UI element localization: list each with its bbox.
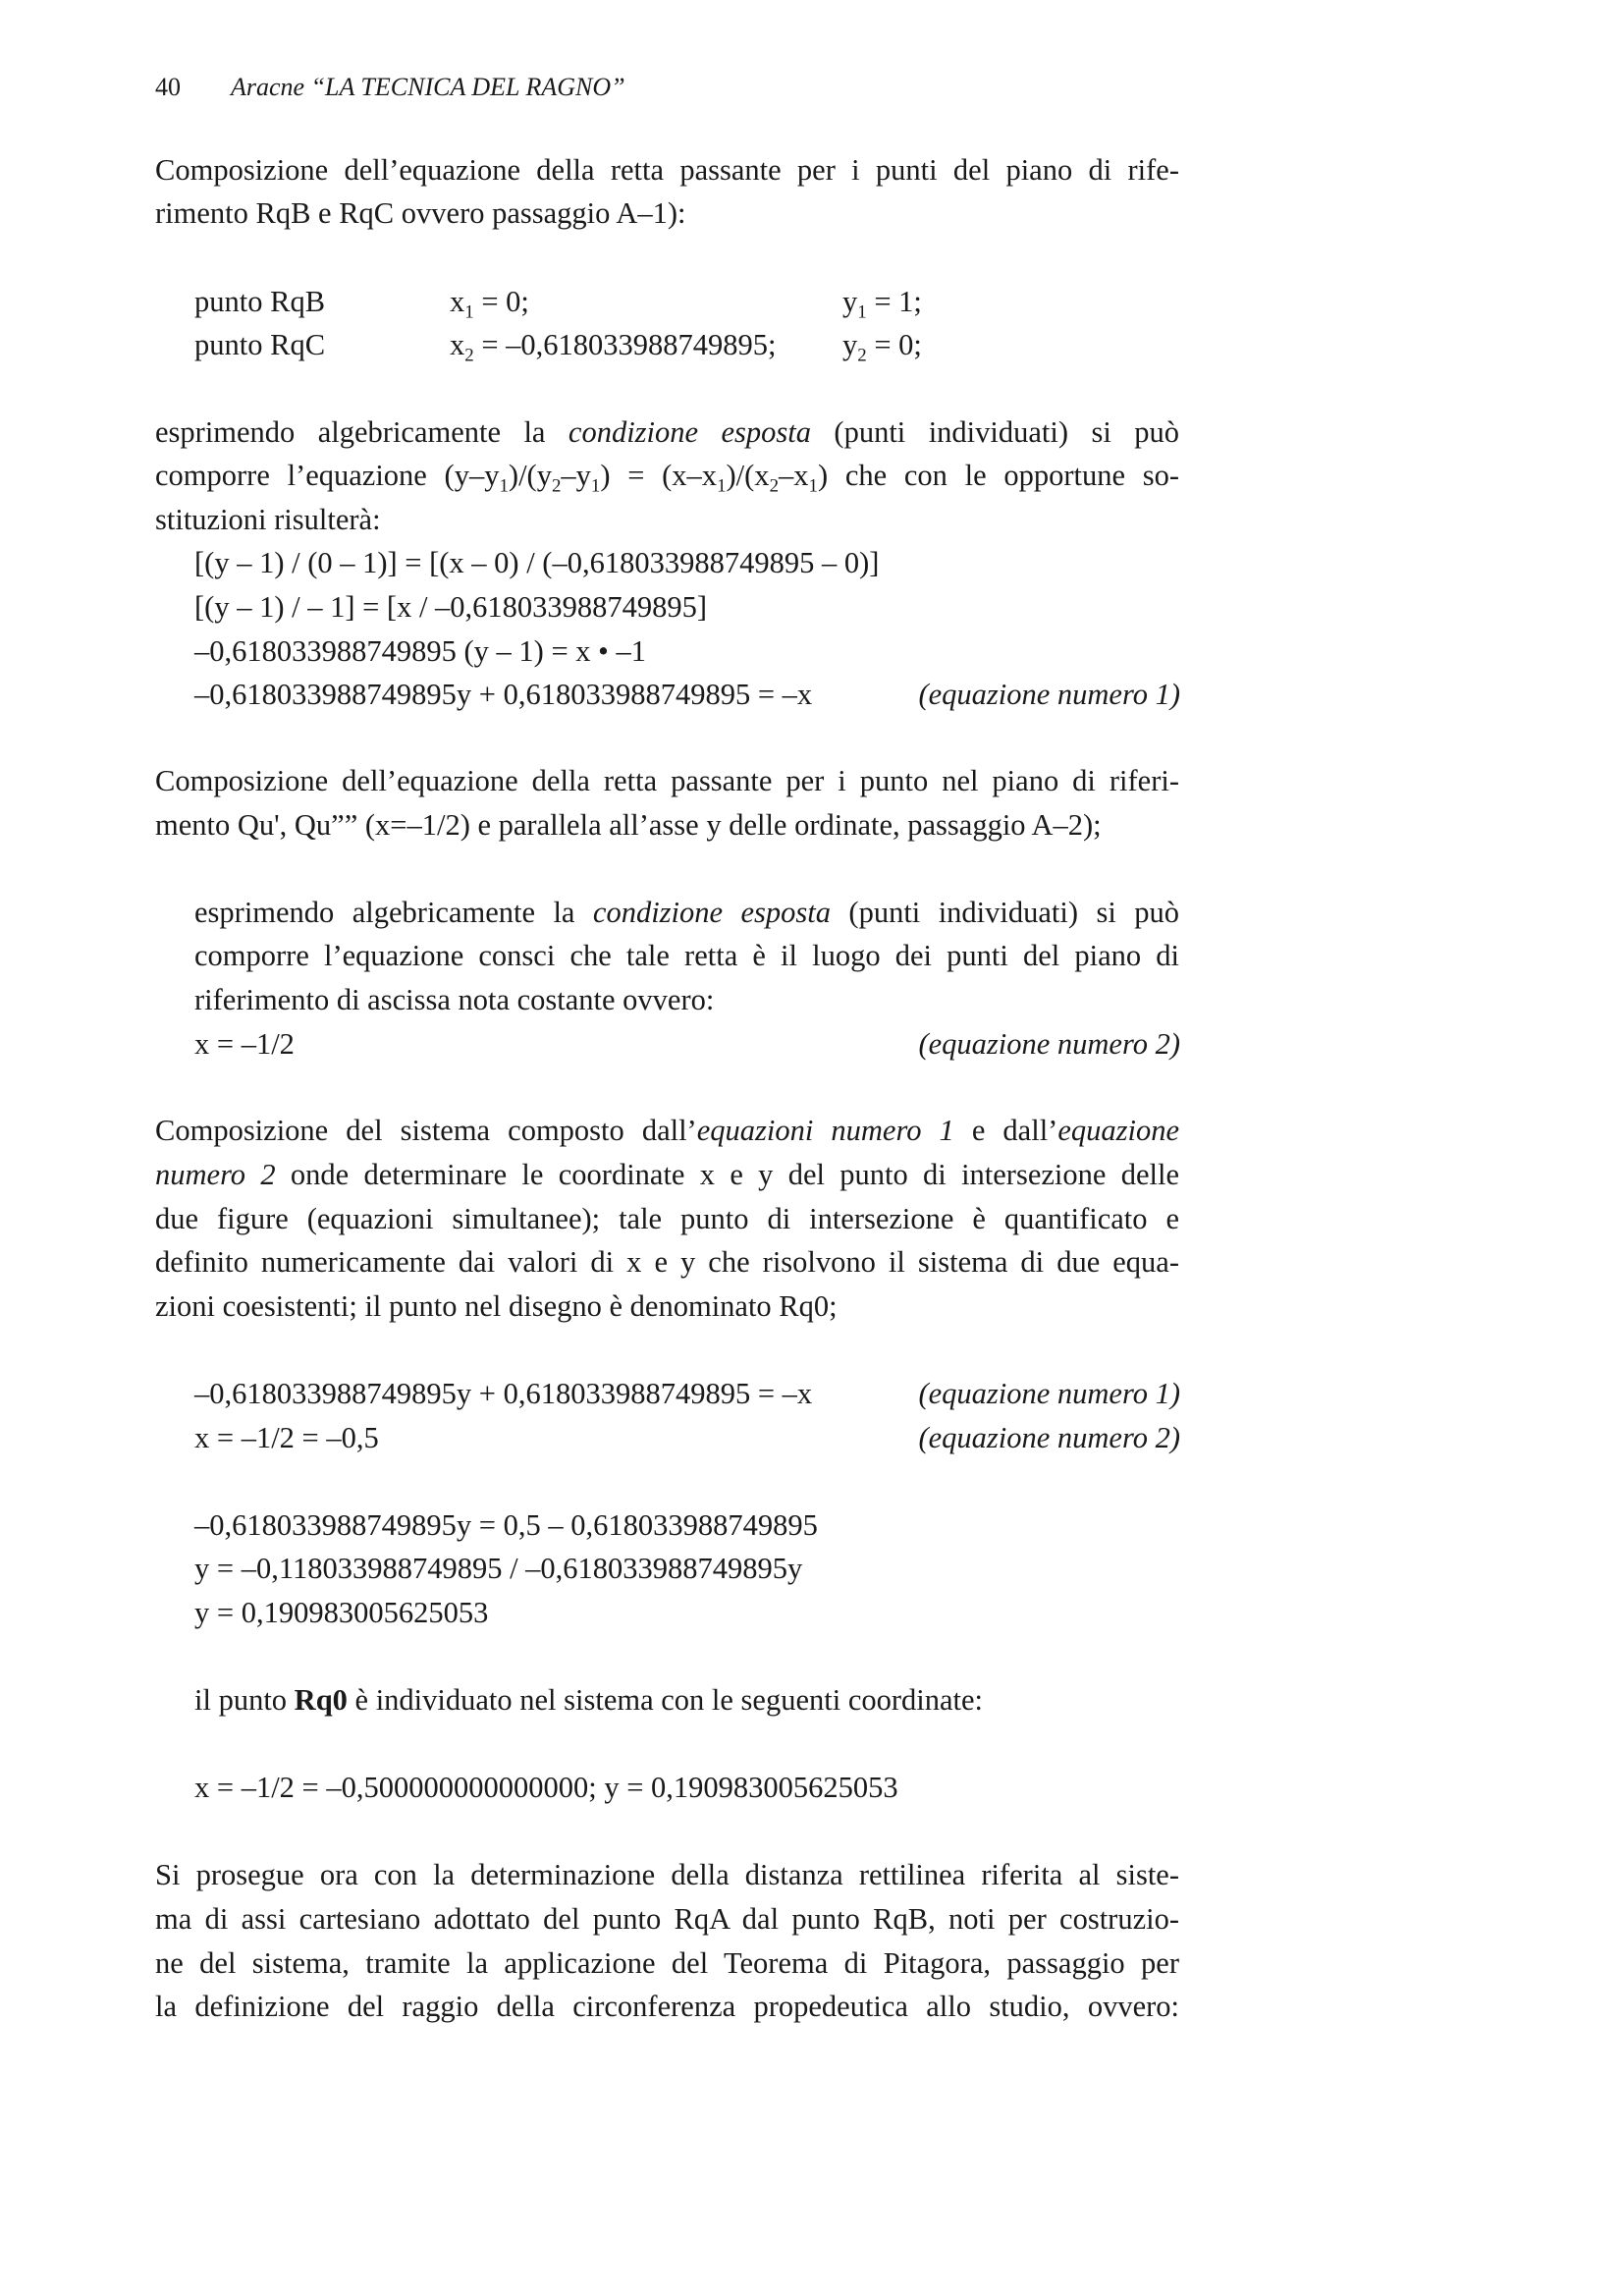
system-eq-1: –0,618033988749895y + 0,618033988749895 = –x xyxy=(194,1377,813,1410)
solution-step-2: y = –0,118033988749895 / –0,618033988749895y xyxy=(194,1552,803,1585)
paragraph-5-line-5: zioni coesistenti; il punto nel disegno è denominato Rq0; xyxy=(155,1289,838,1323)
paragraph-5-line-4: definito numericamente dai valori di x e y che risolvono il sistema di due equa- xyxy=(155,1245,1179,1279)
equation-step-4: –0,618033988749895y + 0,618033988749895 = –x xyxy=(194,678,813,711)
paragraph-4-line-2: comporre l’equazione consci che tale retta è il luogo dei punti del piano di xyxy=(194,939,1179,972)
system-tag-1: (equazione numero 1) xyxy=(918,1377,1180,1410)
paragraph-1-line-1: Composizione dell’equazione della retta passante per i punti del piano di rife- xyxy=(155,153,1179,187)
point-rqc-y: $y_2 = 0$; xyxy=(842,328,922,366)
paragraph-7-line-4: la definizione del raggio della circonferenza propedeutica allo studio, ovvero: xyxy=(155,1990,1179,2023)
equation-tag-1: (equazione numero 1) xyxy=(918,678,1180,711)
paragraph-7-line-1: Si prosegue ora con la determinazione della distanza rettilinea riferita al siste- xyxy=(155,1858,1179,1891)
point-rqb-x: $x_1 = 0$; xyxy=(450,285,529,323)
paragraph-1-line-2: rimento RqB e RqC ovvero passaggio A–1): xyxy=(155,196,686,230)
solution-step-3: y = 0,190983005625053 xyxy=(194,1596,489,1629)
equation-step-1: [(y – 1) / (0 – 1)] = [(x – 0) / (–0,618033988749895 – 0)] xyxy=(194,546,880,579)
paragraph-3-line-1: Composizione dell’equazione della retta passante per i punto nel piano di riferi- xyxy=(155,764,1179,797)
system-eq-2: x = –1/2 = –0,5 xyxy=(194,1421,379,1454)
page-number: 40 xyxy=(155,73,181,101)
rq0-coordinates: x = –1/2 = –0,500000000000000; y = 0,190983005625053 xyxy=(194,1771,898,1804)
paragraph-5-line-1: Composizione del sistema composto dall’equazioni numero 1 e dall’equazione xyxy=(155,1114,1179,1147)
equation-step-3: –0,618033988749895 (y – 1) = x • –1 xyxy=(194,634,646,668)
point-rqb-y: $y_1 = 1$; xyxy=(842,285,922,323)
equation-2: x = –1/2 xyxy=(194,1027,295,1061)
paragraph-2-line-3: stituzioni risulterà: xyxy=(155,503,381,536)
point-rqc-x: $x_2 = -0,618033988749895$; xyxy=(450,328,777,366)
paragraph-6: il punto Rq0 è individuato nel sistema con le seguenti coordinate: xyxy=(194,1683,984,1717)
paragraph-2-line-1: esprimendo algebricamente la condizione esposta (punti individuati) si può xyxy=(155,415,1179,449)
paragraph-4-line-3: riferimento di ascissa nota costante ovvero: xyxy=(194,983,715,1016)
paragraph-2-line-2: comporre l’equazione $(y-y_1)/(y_2-y_1) = (x-x_1)/(x_2-x_1)$ che con le opportune so- xyxy=(155,459,1180,497)
equation-tag-2: (equazione numero 2) xyxy=(918,1027,1180,1061)
system-tag-2: (equazione numero 2) xyxy=(918,1421,1180,1454)
solution-step-1: –0,618033988749895y = 0,5 – 0,618033988749895 xyxy=(194,1508,818,1542)
point-rqb-label: punto RqB xyxy=(194,285,326,318)
running-title: Aracne “LA TECNICA DEL RAGNO” xyxy=(231,73,625,101)
paragraph-5-line-3: due figure (equazioni simultanee); tale punto di intersezione è quantificato e xyxy=(155,1202,1179,1235)
paragraph-7-line-3: ne del sistema, tramite la applicazione del Teorema di Pitagora, passaggio per xyxy=(155,1946,1179,1980)
paragraph-5-line-2: numero 2 onde determinare le coordinate x e y del punto di intersezione delle xyxy=(155,1158,1179,1191)
paragraph-4-line-1: esprimendo algebricamente la condizione esposta (punti individuati) si può xyxy=(194,896,1179,929)
paragraph-7-line-2: ma di assi cartesiano adottato del punto RqA dal punto RqB, noti per costruzio- xyxy=(155,1902,1179,1936)
point-rqc-label: punto RqC xyxy=(194,328,326,361)
paragraph-3-line-2: mento Qu', Qu”” (x=–1/2) e parallela all’asse y delle ordinate, passaggio A–2); xyxy=(155,808,1102,842)
equation-step-2: [(y – 1) / – 1] = [x / –0,618033988749895] xyxy=(194,590,708,624)
